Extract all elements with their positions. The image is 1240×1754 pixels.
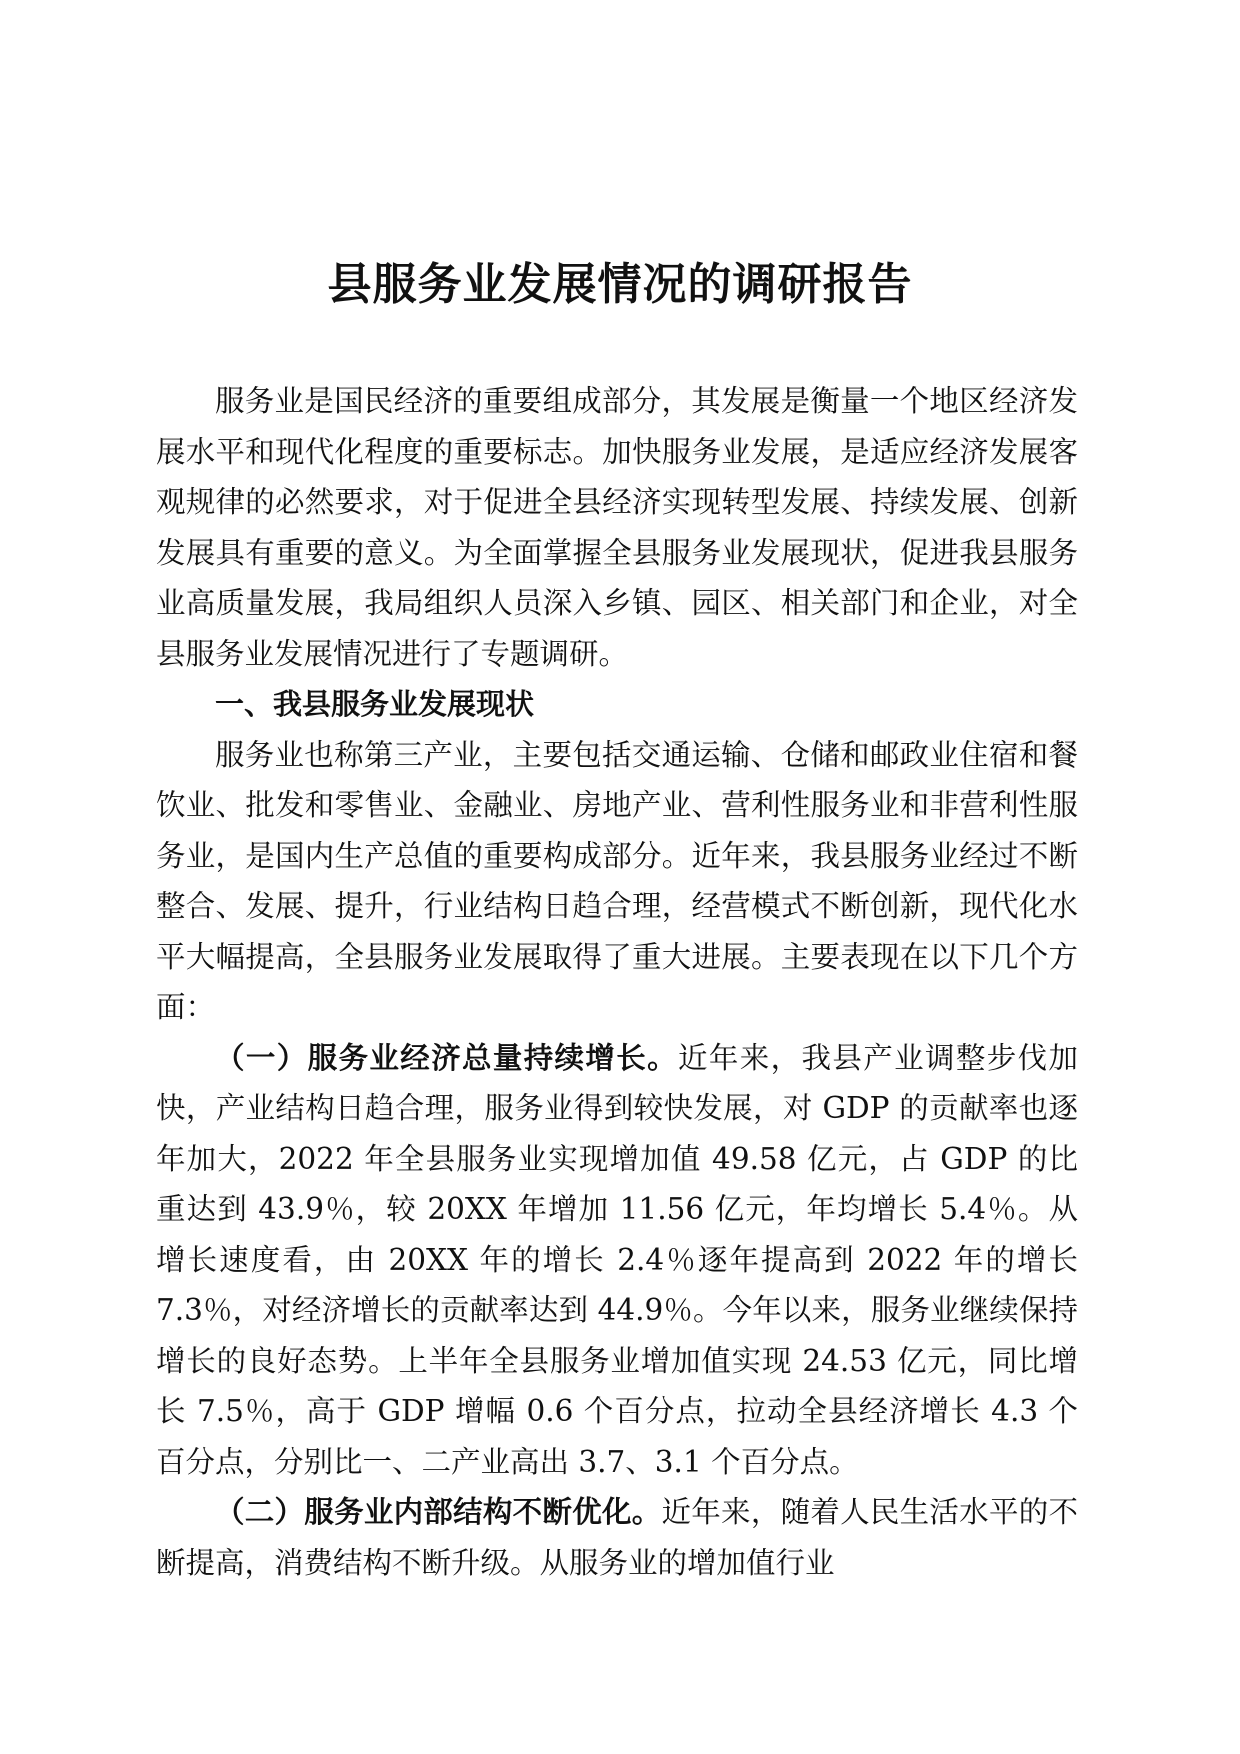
point-2-paragraph (156, 1487, 1078, 1588)
point-1-paragraph (156, 1033, 1078, 1488)
document-title: 县服务业发展情况的调研报告 (327, 259, 913, 310)
overview-paragraph: 服务业也称第三产业，主要包括交通运输、仓储和邮政业住宿和餐饮业、批发和零售业、金融业、房地产业、营利性服务业和非营利性服务业，是国内生产总值的重要构成部分。近年来，我县服务业经过不断整合、发展、提升，行业结构日趋合理，经营模式不断创新，现代化水平大幅提高，全县服务业发展取得了重大进展。主要表现在以下几个方面： (156, 737, 1078, 1024)
point-1-lead: （一）服务业经济总量持续增长。 (215, 1039, 679, 1075)
point-2-lead: （二）服务业内部结构不断优化。 (215, 1494, 662, 1529)
section-heading: 一、我县服务业发展现状 (215, 687, 535, 721)
point-1-text: 近年来，我县产业调整步伐加快，产业结构日趋合理，服务业得到较快发展，对 GDP 的贡献率也逐年加大，2022 年全县服务业实现增加值 49.58 亿元，占 GDP 的比重达到 43.9％，较 20XX 年增加 11.56 亿元，年均增长 5.4％。从增长速度看，由 20XX 年的增长 2.4％逐年提高到 2022 年的增长 7.3％，对经济增长的贡献率达到 44.9％。今年以来，服务业继续保持增长的良好态势。上半年全县服务业增加值实现 24.53 亿元，同比增长 7.5％，高于 GDP 增幅 0.6 个百分点，拉动全县经济增长 4.3 个百分点，分别比一、二产业高出 3.7、3.1 个百分点。 (156, 1040, 1078, 1479)
intro-paragraph: 服务业是国民经济的重要组成部分，其发展是衡量一个地区经济发展水平和现代化程度的重要标志。加快服务业发展，是适应经济发展客观规律的必然要求，对于促进全县经济实现转型发展、持续发展、创新发展具有重要的意义。为全面掌握全县服务业发展现状，促进我县服务业高质量发展，我局组织人员深入乡镇、园区、相关部门和企业，对全县服务业发展情况进行了专题调研。 (156, 384, 1078, 671)
document-body (156, 376, 1078, 1588)
point-2-text: 近年来，随着人民生活水平的不断提高，消费结构不断升级。从服务业的增加值行业 (156, 1495, 1078, 1580)
